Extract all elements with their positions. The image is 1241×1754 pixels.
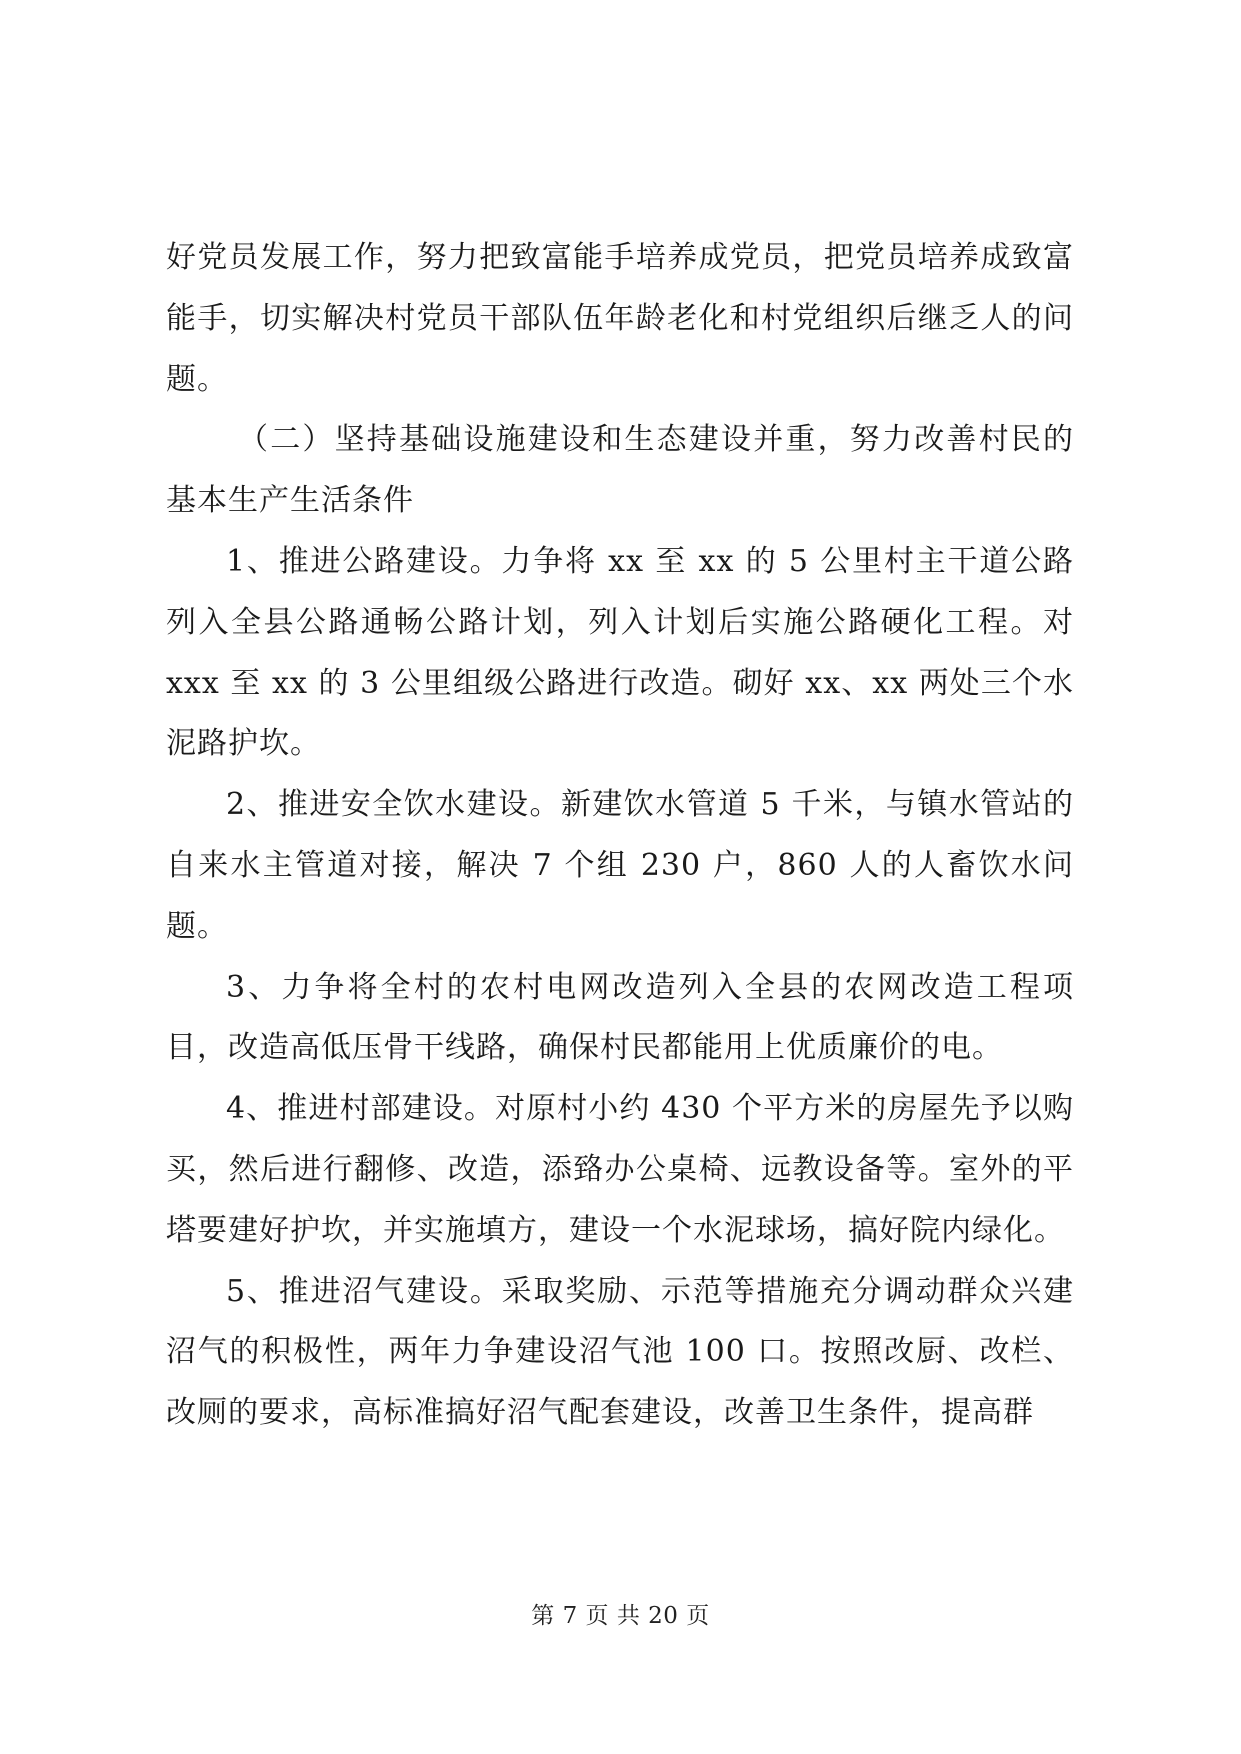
section-heading: （二）坚持基础设施建设和生态建设并重，努力改善村民的基本生产生活条件 xyxy=(166,422,1074,519)
paragraph-item-1: 1、推进公路建设。力争将 xx 至 xx 的 5 公里村主干道公路列入全县公路通畅公路计划，列入计划后实施公路硬化工程。对 xxx 至 xx 的 3 公里组级公路进行改造。砌好 xx、xx 两处三个水泥路护坎。 xyxy=(166,543,1074,762)
paragraph-item-2: 2、推进安全饮水建设。新建饮水管道 5 千米，与镇水管站的自来水主管道对接，解决 7 个组 230 户，860 人的人畜饮水问题。 xyxy=(166,787,1074,944)
paragraph-item-5: 5、推进沼气建设。采取奖励、示范等措施充分调动群众兴建沼气的积极性，两年力争建设沼气池 100 口。按照改厨、改栏、改厕的要求，高标准搞好沼气配套建设，改善卫生条件，提高群 xyxy=(166,1273,1074,1431)
document-body xyxy=(166,228,1074,1444)
paragraph-item-4: 4、推进村部建设。对原村小约 430 个平方米的房屋先予以购买，然后进行翻修、改造，添臵办公桌椅、远教设备等。室外的平塔要建好护坎，并实施填方，建设一个水泥球场，搞好院内绿化。 xyxy=(166,1091,1074,1248)
paragraph-continuation: 好党员发展工作，努力把致富能手培养成党员，把党员培养成致富能手，切实解决村党员干部队伍年龄老化和村党组织后继乏人的问题。 xyxy=(166,240,1074,397)
page-number-footer: 第 7 页 共 20 页 xyxy=(531,1603,710,1629)
paragraph-item-3: 3、力争将全村的农村电网改造列入全县的农网改造工程项目，改造高低压骨干线路，确保村民都能用上优质廉价的电。 xyxy=(166,969,1074,1066)
